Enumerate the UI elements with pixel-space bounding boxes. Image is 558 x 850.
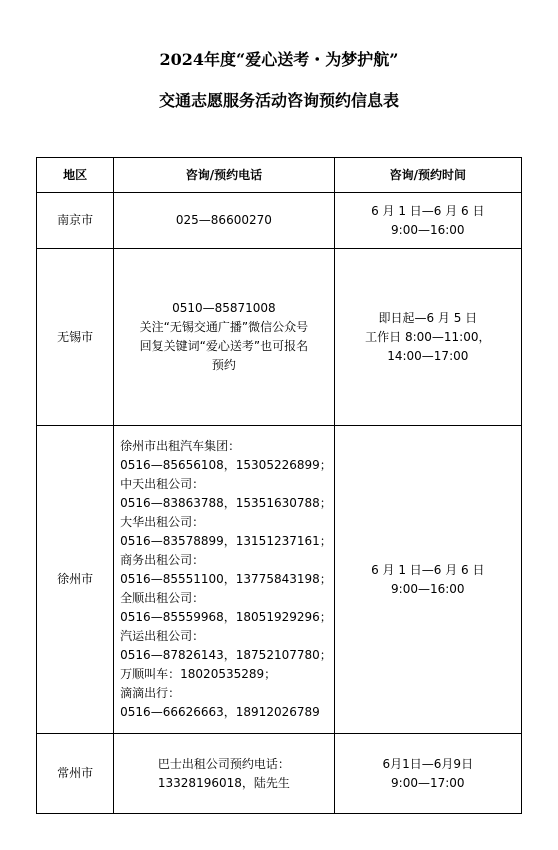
table-row-xuzhou bbox=[37, 426, 522, 734]
phone-line: 0510—85871008 bbox=[172, 301, 276, 315]
phone-line: 0516—87826143，18752107780； bbox=[120, 648, 332, 662]
phone-line: 预约 bbox=[211, 358, 236, 372]
phone-cell bbox=[114, 193, 334, 249]
phone-line: 汽运出租公司： bbox=[120, 629, 205, 643]
phone-line: 回复关键词“爱心送考”也可报名 bbox=[139, 339, 309, 353]
phone-line: 商务出租公司： bbox=[120, 553, 205, 567]
phone-line: 0516—85551100，13775843198； bbox=[120, 572, 332, 586]
phone-line: 0516—66626663，18912026789 bbox=[120, 705, 320, 719]
time-line: 6 月 1 日—6 月 6 日 bbox=[371, 203, 485, 218]
phone-line: 中天出租公司： bbox=[120, 477, 205, 491]
phone-line: 大华出租公司： bbox=[120, 515, 205, 529]
time-line: 6月1日—6月9日 bbox=[382, 756, 474, 771]
header-time: 咨询/预约时间 bbox=[334, 158, 521, 193]
consultation-table bbox=[36, 157, 522, 814]
region-cell: 徐州市 bbox=[37, 426, 114, 734]
header-region: 地区 bbox=[37, 158, 114, 193]
phone-line: 滴滴出行： bbox=[120, 686, 181, 700]
phone-line: 0516—85559968，18051929296； bbox=[120, 610, 332, 624]
table-row-nanjing bbox=[37, 193, 522, 249]
time-line: 即日起—6 月 5 日 bbox=[378, 310, 478, 325]
table-row-changzhou bbox=[37, 734, 522, 814]
table-title-line-2: 交通志愿服务活动咨询预约信息表 bbox=[158, 91, 399, 110]
time-cell bbox=[334, 734, 521, 814]
phone-cell bbox=[114, 734, 334, 814]
phone-line: 025—86600270 bbox=[175, 213, 272, 227]
region-cell: 无锡市 bbox=[37, 249, 114, 426]
time-line: 9:00—16:00 bbox=[391, 222, 465, 237]
phone-line: 万顺叫车：18020535289； bbox=[120, 667, 277, 681]
phone-line: 全顺出租公司： bbox=[120, 591, 205, 605]
region-cell: 常州市 bbox=[37, 734, 114, 814]
region-cell: 南京市 bbox=[37, 193, 114, 249]
phone-line: 13328196018，陆先生 bbox=[157, 775, 290, 790]
time-cell bbox=[334, 426, 521, 734]
time-line: 6 月 1 日—6 月 6 日 bbox=[371, 562, 485, 577]
time-line: 工作日 8:00—11:00， bbox=[365, 329, 491, 344]
time-line: 9:00—17:00 bbox=[391, 775, 465, 790]
phone-cell bbox=[114, 426, 334, 734]
time-line: 9:00—16:00 bbox=[391, 581, 465, 596]
time-cell bbox=[334, 249, 521, 426]
header-phone: 咨询/预约电话 bbox=[114, 158, 334, 193]
phone-line: 0516—83578899，13151237161； bbox=[120, 534, 332, 548]
time-line: 14:00—17:00 bbox=[387, 348, 469, 363]
phone-line: 巴士出租公司预约电话： bbox=[157, 756, 290, 771]
phone-line: 0516—83863788，15351630788； bbox=[120, 496, 332, 510]
table-title-line-1: 2024年度“爱心送考・为梦护航” bbox=[159, 50, 399, 69]
phone-line: 徐州市出租汽车集团： bbox=[120, 439, 241, 453]
table-header-row bbox=[37, 158, 522, 193]
phone-line: 0516—85656108，15305226899； bbox=[120, 458, 332, 472]
phone-line: 关注“无锡交通广播”微信公众号 bbox=[139, 320, 309, 334]
phone-cell bbox=[114, 249, 334, 426]
time-cell bbox=[334, 193, 521, 249]
table-row-wuxi bbox=[37, 249, 522, 426]
